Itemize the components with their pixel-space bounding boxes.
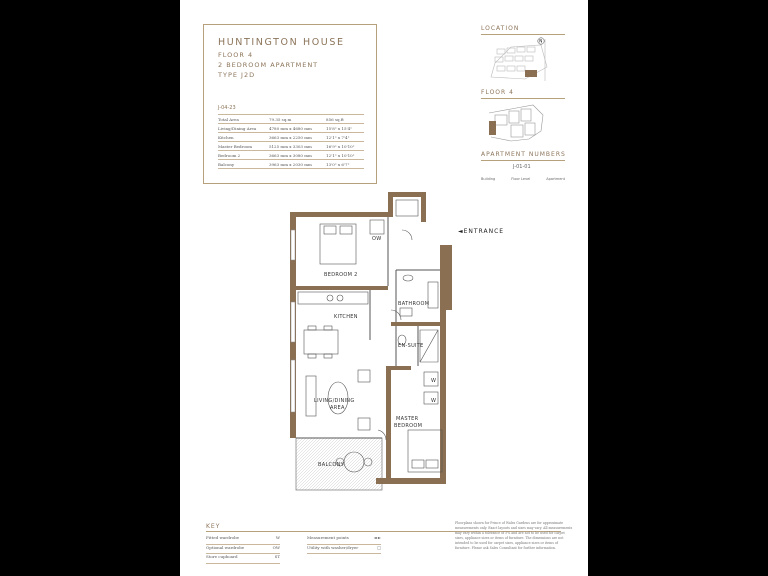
unit-id: J-04-23 <box>218 105 236 111</box>
bathtub <box>428 282 438 308</box>
spec-room: Kitchen <box>218 133 269 142</box>
master-west-wall <box>386 366 391 484</box>
entry-wall-left <box>388 192 393 217</box>
spec-imperial: 15'8" x 15'4" <box>326 124 364 133</box>
spec-imperial: 16'9" x 10'10" <box>326 142 364 151</box>
spec-metric: 3963 mm x 2030 mm <box>269 160 326 169</box>
label-w1: W <box>431 378 437 384</box>
spec-metric: 5125 mm x 3303 mm <box>269 142 326 151</box>
floor-plan <box>290 190 480 495</box>
apartment-number-legend <box>481 177 565 181</box>
apartment-type-desc: 2 BEDROOM APARTMENT <box>218 61 319 69</box>
dining-table <box>304 330 338 354</box>
apartment-type-code: TYPE J2D <box>218 71 256 79</box>
label-w2: W <box>431 398 437 404</box>
master-bed <box>408 430 442 472</box>
disclaimer-text: Floorplans shown for Prince of Wales Gardens are for approximate measurements only. Exact layouts and sizes may vary. All measurements may vary within a tolerance of 5% and are not to be used for carpet sizes, appliance sizes or items of furniture. The dimensions are not intended to be used for carpet sizes, appliance sizes or items of furniture. Please ask Sales Consultant for further information. <box>455 521 573 550</box>
apartment-numbers-rule <box>481 160 565 161</box>
legend-floor-level: Floor Level <box>511 177 531 181</box>
spec-metric: 4780 mm x 4680 mm <box>269 124 326 133</box>
entry-wall-right <box>421 192 426 222</box>
key-row: Store cupboard ST <box>206 554 280 564</box>
spec-row <box>218 115 364 124</box>
spec-row <box>218 133 364 142</box>
east-wall <box>440 310 446 482</box>
brochure-page <box>180 0 588 576</box>
spec-imperial: 856 sq.ft <box>326 115 364 124</box>
floor-keyplan <box>481 101 565 149</box>
key-row: Optional wardrobe OW <box>206 545 280 555</box>
spec-row <box>218 124 364 133</box>
bedroom2-south-wall <box>290 286 388 290</box>
ensuite-north-wall <box>391 322 443 326</box>
floor-label: FLOOR 4 <box>218 51 254 59</box>
label-ensuite: EN-SUITE <box>398 343 424 349</box>
label-master: MASTER <box>396 416 419 422</box>
north-label: N <box>539 38 543 44</box>
spec-room: Bedroom 2 <box>218 151 269 160</box>
spec-metric: 3663 mm x 2250 mm <box>269 133 326 142</box>
apartment-number: J-01-01 <box>513 164 531 170</box>
spec-row <box>218 151 364 160</box>
label-living: LIVING/DINING <box>314 398 355 404</box>
apartment-highlight <box>489 121 496 135</box>
key-row: Fitted wardrobe W <box>206 535 280 545</box>
label-bedroom2: BEDROOM 2 <box>324 272 358 278</box>
apartment-numbers-heading: APARTMENT NUMBERS <box>481 151 566 158</box>
label-kitchen: KITCHEN <box>334 314 358 320</box>
spec-imperial: 13'0" x 6'7" <box>326 160 364 169</box>
label-ow: OW <box>372 236 382 242</box>
north-wall-entry <box>388 192 426 197</box>
key-right-column <box>307 535 381 554</box>
legend-building: Building <box>481 177 496 181</box>
spec-imperial: 12'1" x 7'4" <box>326 133 364 142</box>
entrance-label: ◄ENTRANCE <box>458 228 505 235</box>
label-bathroom: BATHROOM <box>398 301 430 307</box>
location-rule <box>481 34 565 35</box>
spec-row <box>218 160 364 169</box>
key-row: Utility with washer/dryer □ <box>307 545 381 555</box>
key-row: Measurement points ◄ ► <box>307 535 381 545</box>
title-panel <box>203 24 377 184</box>
label-master-bedroom: BEDROOM <box>394 423 423 429</box>
spec-table <box>218 114 364 169</box>
north-wall-bedroom <box>290 212 388 217</box>
floor-rule <box>481 98 565 99</box>
bedroom2-wardrobe <box>370 220 384 234</box>
sofa <box>306 376 316 416</box>
label-balcony: BALCONY <box>318 462 344 468</box>
building-name: HUNTINGTON HOUSE <box>218 37 345 48</box>
spec-room: Master Bedroom <box>218 142 269 151</box>
spec-room: Total Area <box>218 115 269 124</box>
spec-metric: 79.35 sq.m <box>269 115 326 124</box>
spec-row <box>218 142 364 151</box>
bathroom-east-wall <box>440 245 452 310</box>
spec-metric: 3663 mm x 3080 mm <box>269 151 326 160</box>
key-heading: KEY <box>206 523 221 530</box>
key-left-column <box>206 535 280 564</box>
floor-heading: FLOOR 4 <box>481 89 514 96</box>
spec-room: Balcony <box>218 160 269 169</box>
legend-apartment: Apartment <box>546 177 565 181</box>
location-heading: LOCATION <box>481 25 520 32</box>
entrance-text: ENTRANCE <box>463 228 505 235</box>
label-living-area: AREA <box>330 405 345 411</box>
building-highlight <box>525 70 537 77</box>
master-north-wall <box>391 366 411 370</box>
spec-imperial: 12'1" x 10'10" <box>326 151 364 160</box>
spec-room: Living/Dining Area <box>218 124 269 133</box>
location-map <box>481 37 565 85</box>
